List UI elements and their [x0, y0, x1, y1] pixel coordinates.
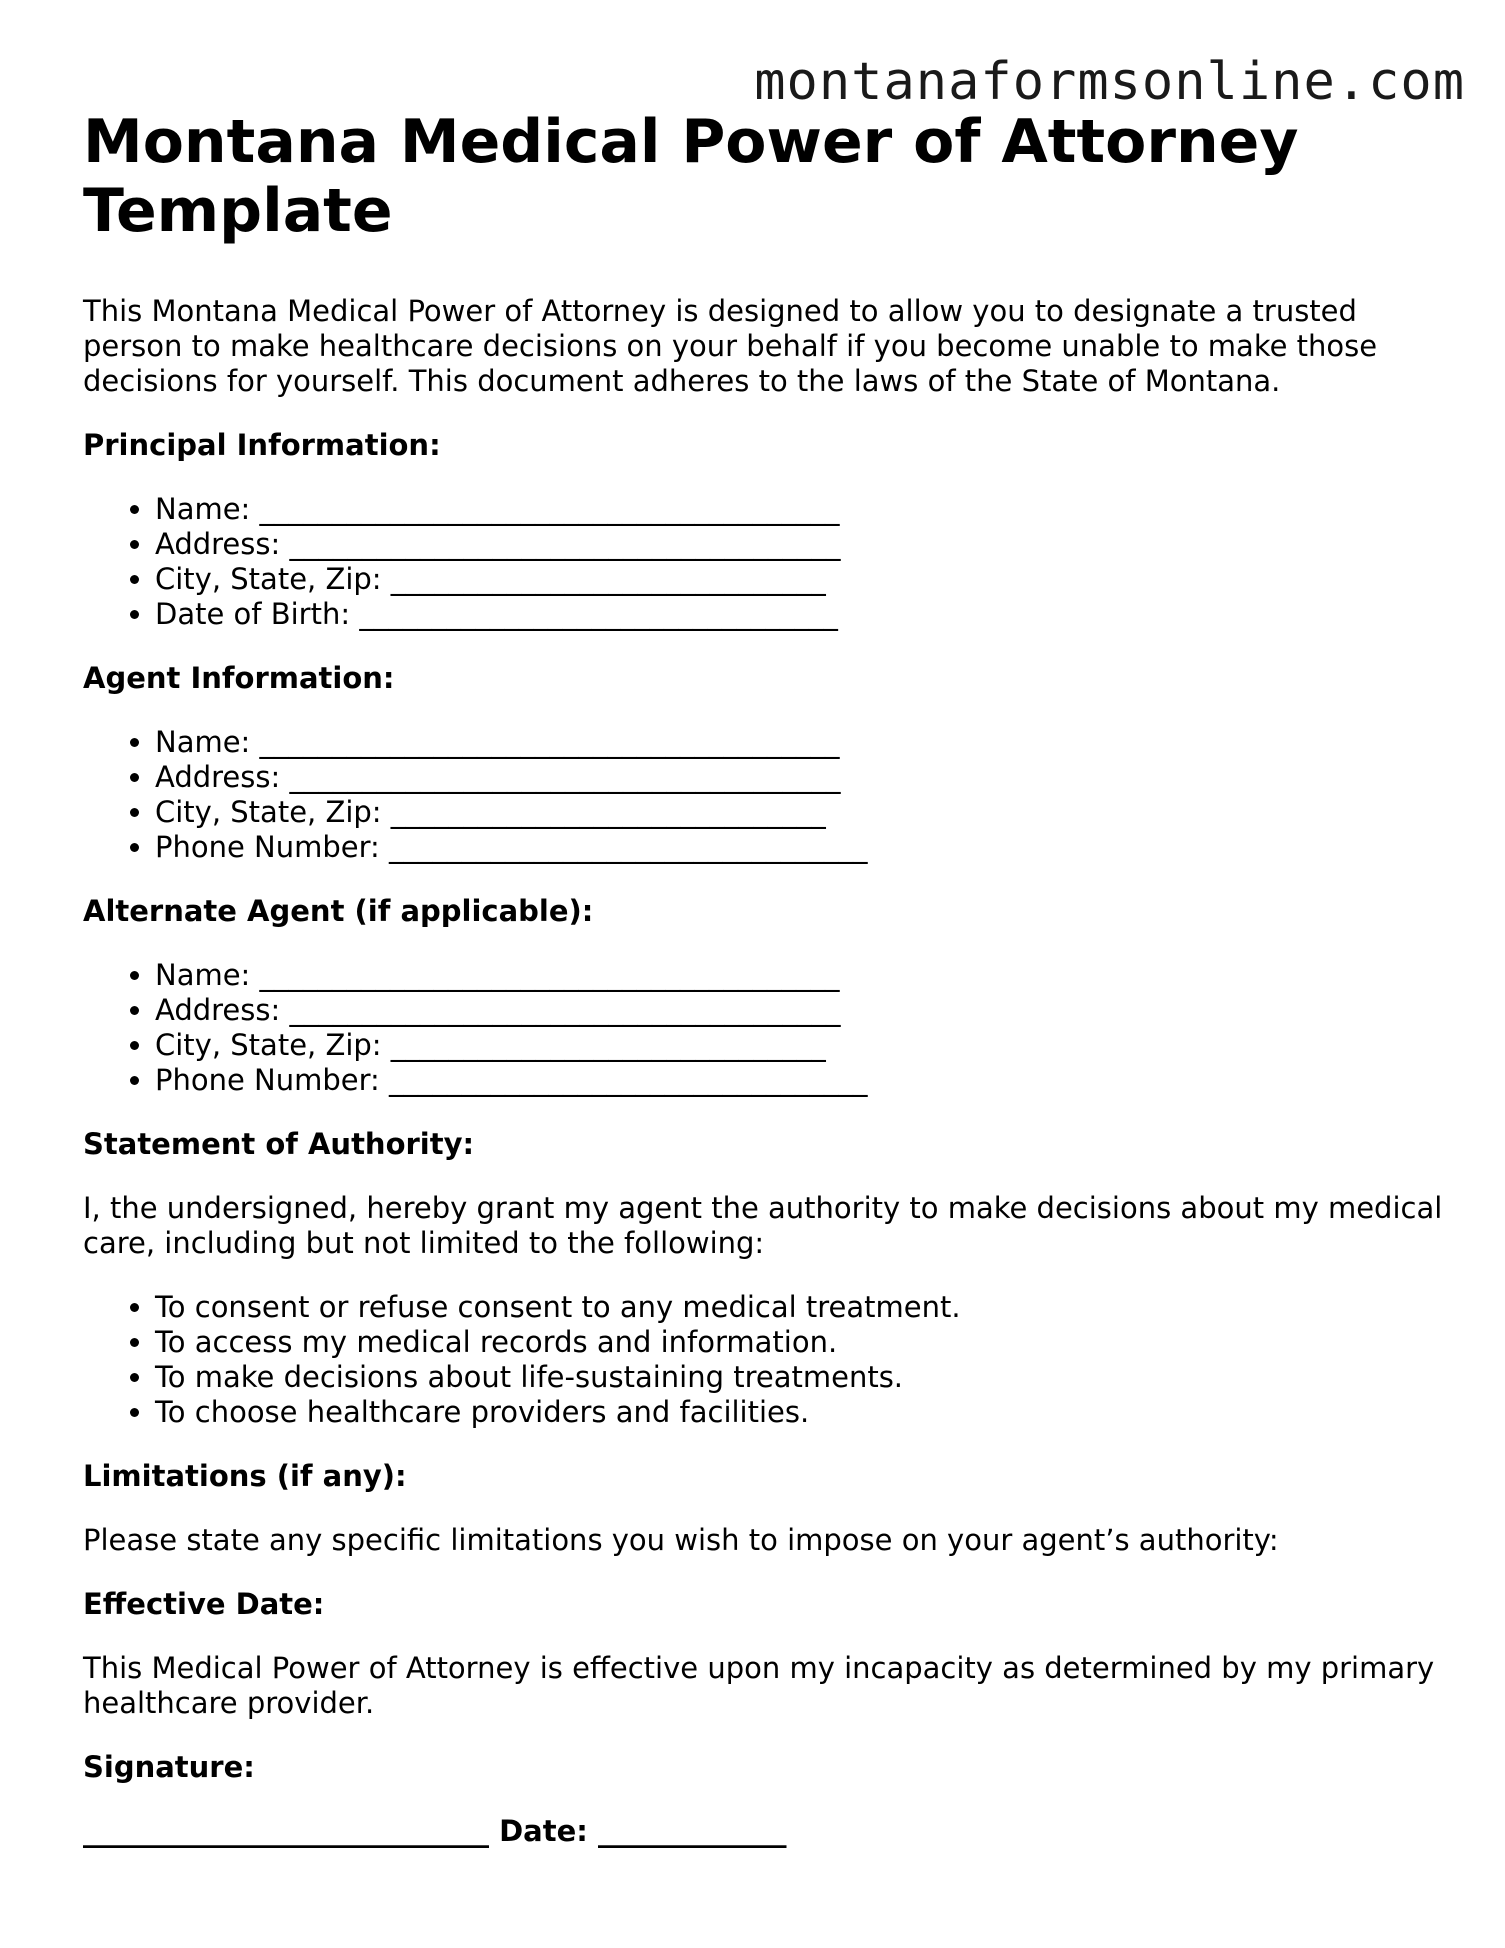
principal-city-state-zip-field: • City, State, Zip: ______________________________	[155, 562, 1443, 597]
alternate-agent-fields	[83, 958, 1443, 1098]
document-page	[83, 108, 1443, 1878]
agent-fields	[83, 725, 1443, 865]
effective-date-text: This Medical Power of Attorney is effective upon my incapacity as determined by my primary healthcare provider.	[83, 1651, 1435, 1720]
page-title: Montana Medical Power of Attorney Template	[83, 107, 1299, 246]
effective-date-heading: Effective Date:	[83, 1587, 325, 1621]
authority-item: • To consent or refuse consent to any medical treatment.	[155, 1290, 1443, 1325]
authority-heading: Statement of Authority:	[83, 1127, 475, 1161]
authority-list	[83, 1290, 1443, 1430]
principal-fields	[83, 492, 1443, 632]
authority-item: • To access my medical records and information.	[155, 1325, 1443, 1360]
authority-text: I, the undersigned, hereby grant my agent the authority to make decisions about my medical care, including but not limited to the following:	[83, 1191, 1443, 1260]
intro-paragraph: This Montana Medical Power of Attorney is designed to allow you to designate a trusted person to make healthcare decisions on your behalf if you become unable to make those decisions for yourself. This document adheres to the laws of the State of Montana.	[83, 294, 1378, 398]
site-watermark: montanaformsonline.com	[754, 52, 1465, 112]
alternate-city-state-zip-field: • City, State, Zip: ______________________________	[155, 1028, 1443, 1063]
agent-name-field: • Name: ________________________________________	[155, 725, 1443, 760]
principal-heading: Principal Information:	[83, 428, 441, 462]
alternate-phone-field: • Phone Number: _________________________________	[155, 1063, 1443, 1098]
alternate-agent-heading: Alternate Agent (if applicable):	[83, 894, 594, 928]
principal-address-field: • Address: ______________________________________	[155, 527, 1443, 562]
limitations-heading: Limitations (if any):	[83, 1459, 407, 1493]
authority-item: • To choose healthcare providers and facilities.	[155, 1395, 1443, 1430]
alternate-name-field: • Name: ________________________________________	[155, 958, 1443, 993]
agent-heading: Agent Information:	[83, 661, 395, 695]
principal-dob-field: • Date of Birth: _________________________________	[155, 597, 1443, 632]
limitations-text: Please state any specific limitations you wish to impose on your agent’s authority:	[83, 1523, 1279, 1557]
signature-date-line: ____________________________ Date: _____________	[83, 1814, 787, 1848]
signature-heading: Signature:	[83, 1750, 255, 1784]
principal-name-field: • Name: ________________________________________	[155, 492, 1443, 527]
agent-address-field: • Address: ______________________________________	[155, 760, 1443, 795]
agent-phone-field: • Phone Number: _________________________________	[155, 830, 1443, 865]
alternate-address-field: • Address: ______________________________________	[155, 993, 1443, 1028]
authority-item: • To make decisions about life-sustaining treatments.	[155, 1360, 1443, 1395]
agent-city-state-zip-field: • City, State, Zip: ______________________________	[155, 795, 1443, 830]
